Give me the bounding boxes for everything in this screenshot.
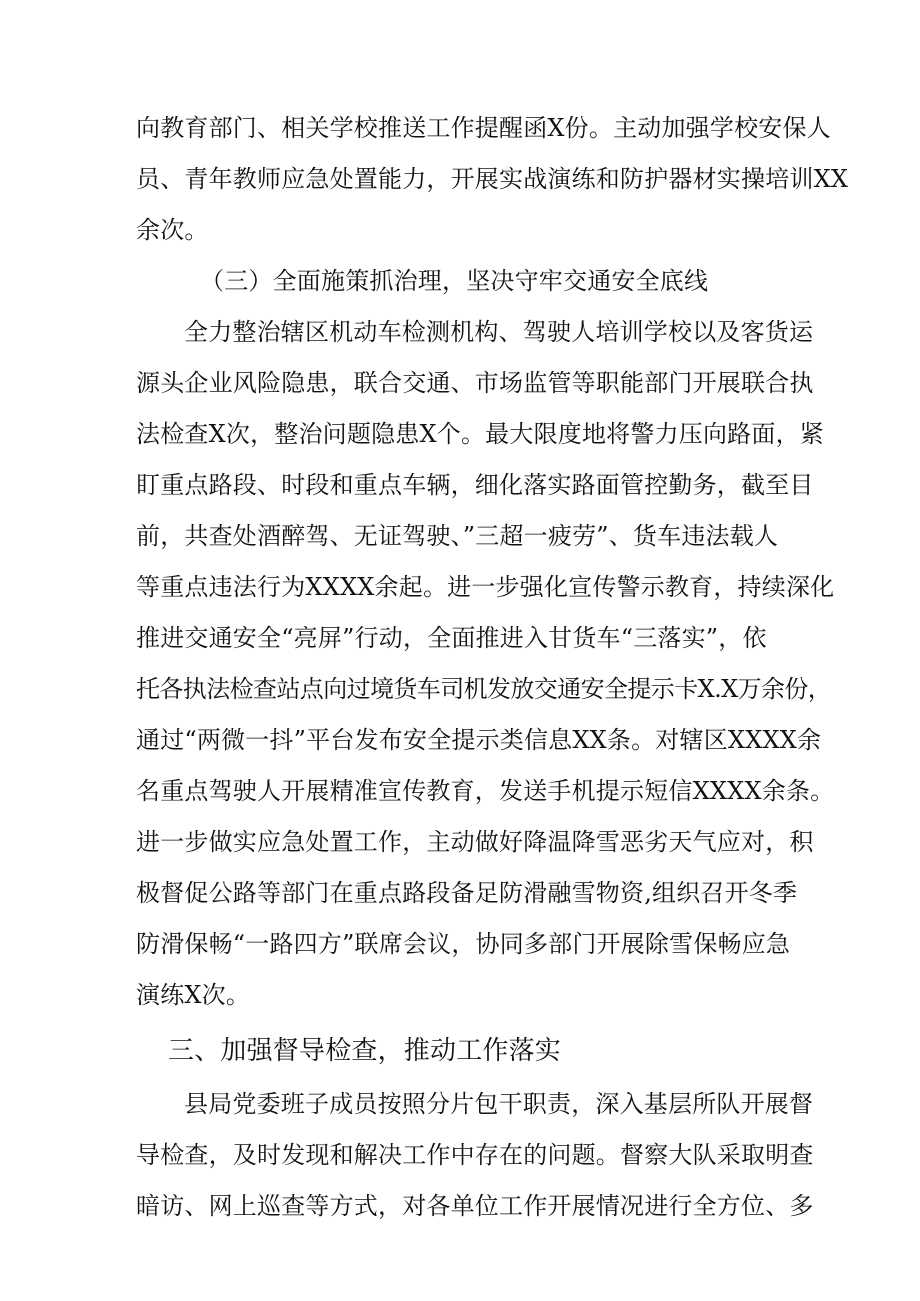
paragraph-2-line-12: 极督促公路等部门在重点路段备足防滑融雪物资,组织召开冬季 [136,879,798,907]
paragraph-2-line-13: 防滑保畅“一路四方”联席会议，协同多部门开展除雪保畅应急 [136,930,791,958]
paragraph-3-line-3: 暗访、网上巡查等方式，对各单位工作开展情况进行全方位、多 [136,1192,814,1220]
section-heading-3: 三、加强督导检查，推动工作落实 [168,1036,562,1066]
paragraph-2-line-11: 进一步做实应急处置工作，主动做好降温降雪恶劣天气应对，积 [136,828,814,856]
paragraph-2-line-1: 全力整治辖区机动车检测机构、驾驶人培训学校以及客货运 [184,318,814,346]
paragraph-2-line-5: 前，共查处酒醉驾、无证驾驶、”三超一疲劳”、货车违法载人 [136,522,779,550]
paragraph-2-line-3: 法检查X次，整治问题隐患X个。最大限度地将警力压向路面，紧 [136,420,824,448]
paragraph-2-line-2: 源头企业风险隐患，联合交通、市场监管等职能部门开展联合执 [136,369,814,397]
paragraph-2-line-4: 盯重点路段、时段和重点车辆，细化落实路面管控勤务，截至目 [136,471,814,499]
paragraph-2-line-14: 演练X次。 [136,981,251,1009]
paragraph-2-line-8: 托各执法检查站点向过境货车司机发放交通安全提示卡X.X万余份， [136,675,832,703]
paragraph-2-line-7: 推进交通安全“亮屏”行动，全面推进入甘货车“三落实”，依 [136,624,767,652]
paragraph-2-line-6: 等重点违法行为XXXX余起。进一步强化宣传警示教育，持续深化 [136,573,835,601]
paragraph-1-line-3: 余次。 [136,216,209,244]
paragraph-2-line-9: 通过“两微一抖”平台发布安全提示类信息XX条。对辖区XXXX余 [136,726,822,754]
subheading-3: （三）全面施策抓治理，坚决守牢交通安全底线 [200,267,709,295]
paragraph-2-line-10: 名重点驾驶人开展精准宣传教育，发送手机提示短信XXXX余条。 [136,777,835,805]
paragraph-1-line-1: 向教育部门、相关学校推送工作提醒函X份。主动加强学校安保人 [136,114,831,142]
paragraph-3-line-1: 县局党委班子成员按照分片包干职责，深入基层所队开展督 [184,1090,814,1118]
paragraph-1-line-2: 员、青年教师应急处置能力，开展实战演练和防护器材实操培训XX [136,165,849,193]
paragraph-3-line-2: 导检查，及时发现和解决工作中存在的问题。督察大队采取明查 [136,1141,814,1169]
